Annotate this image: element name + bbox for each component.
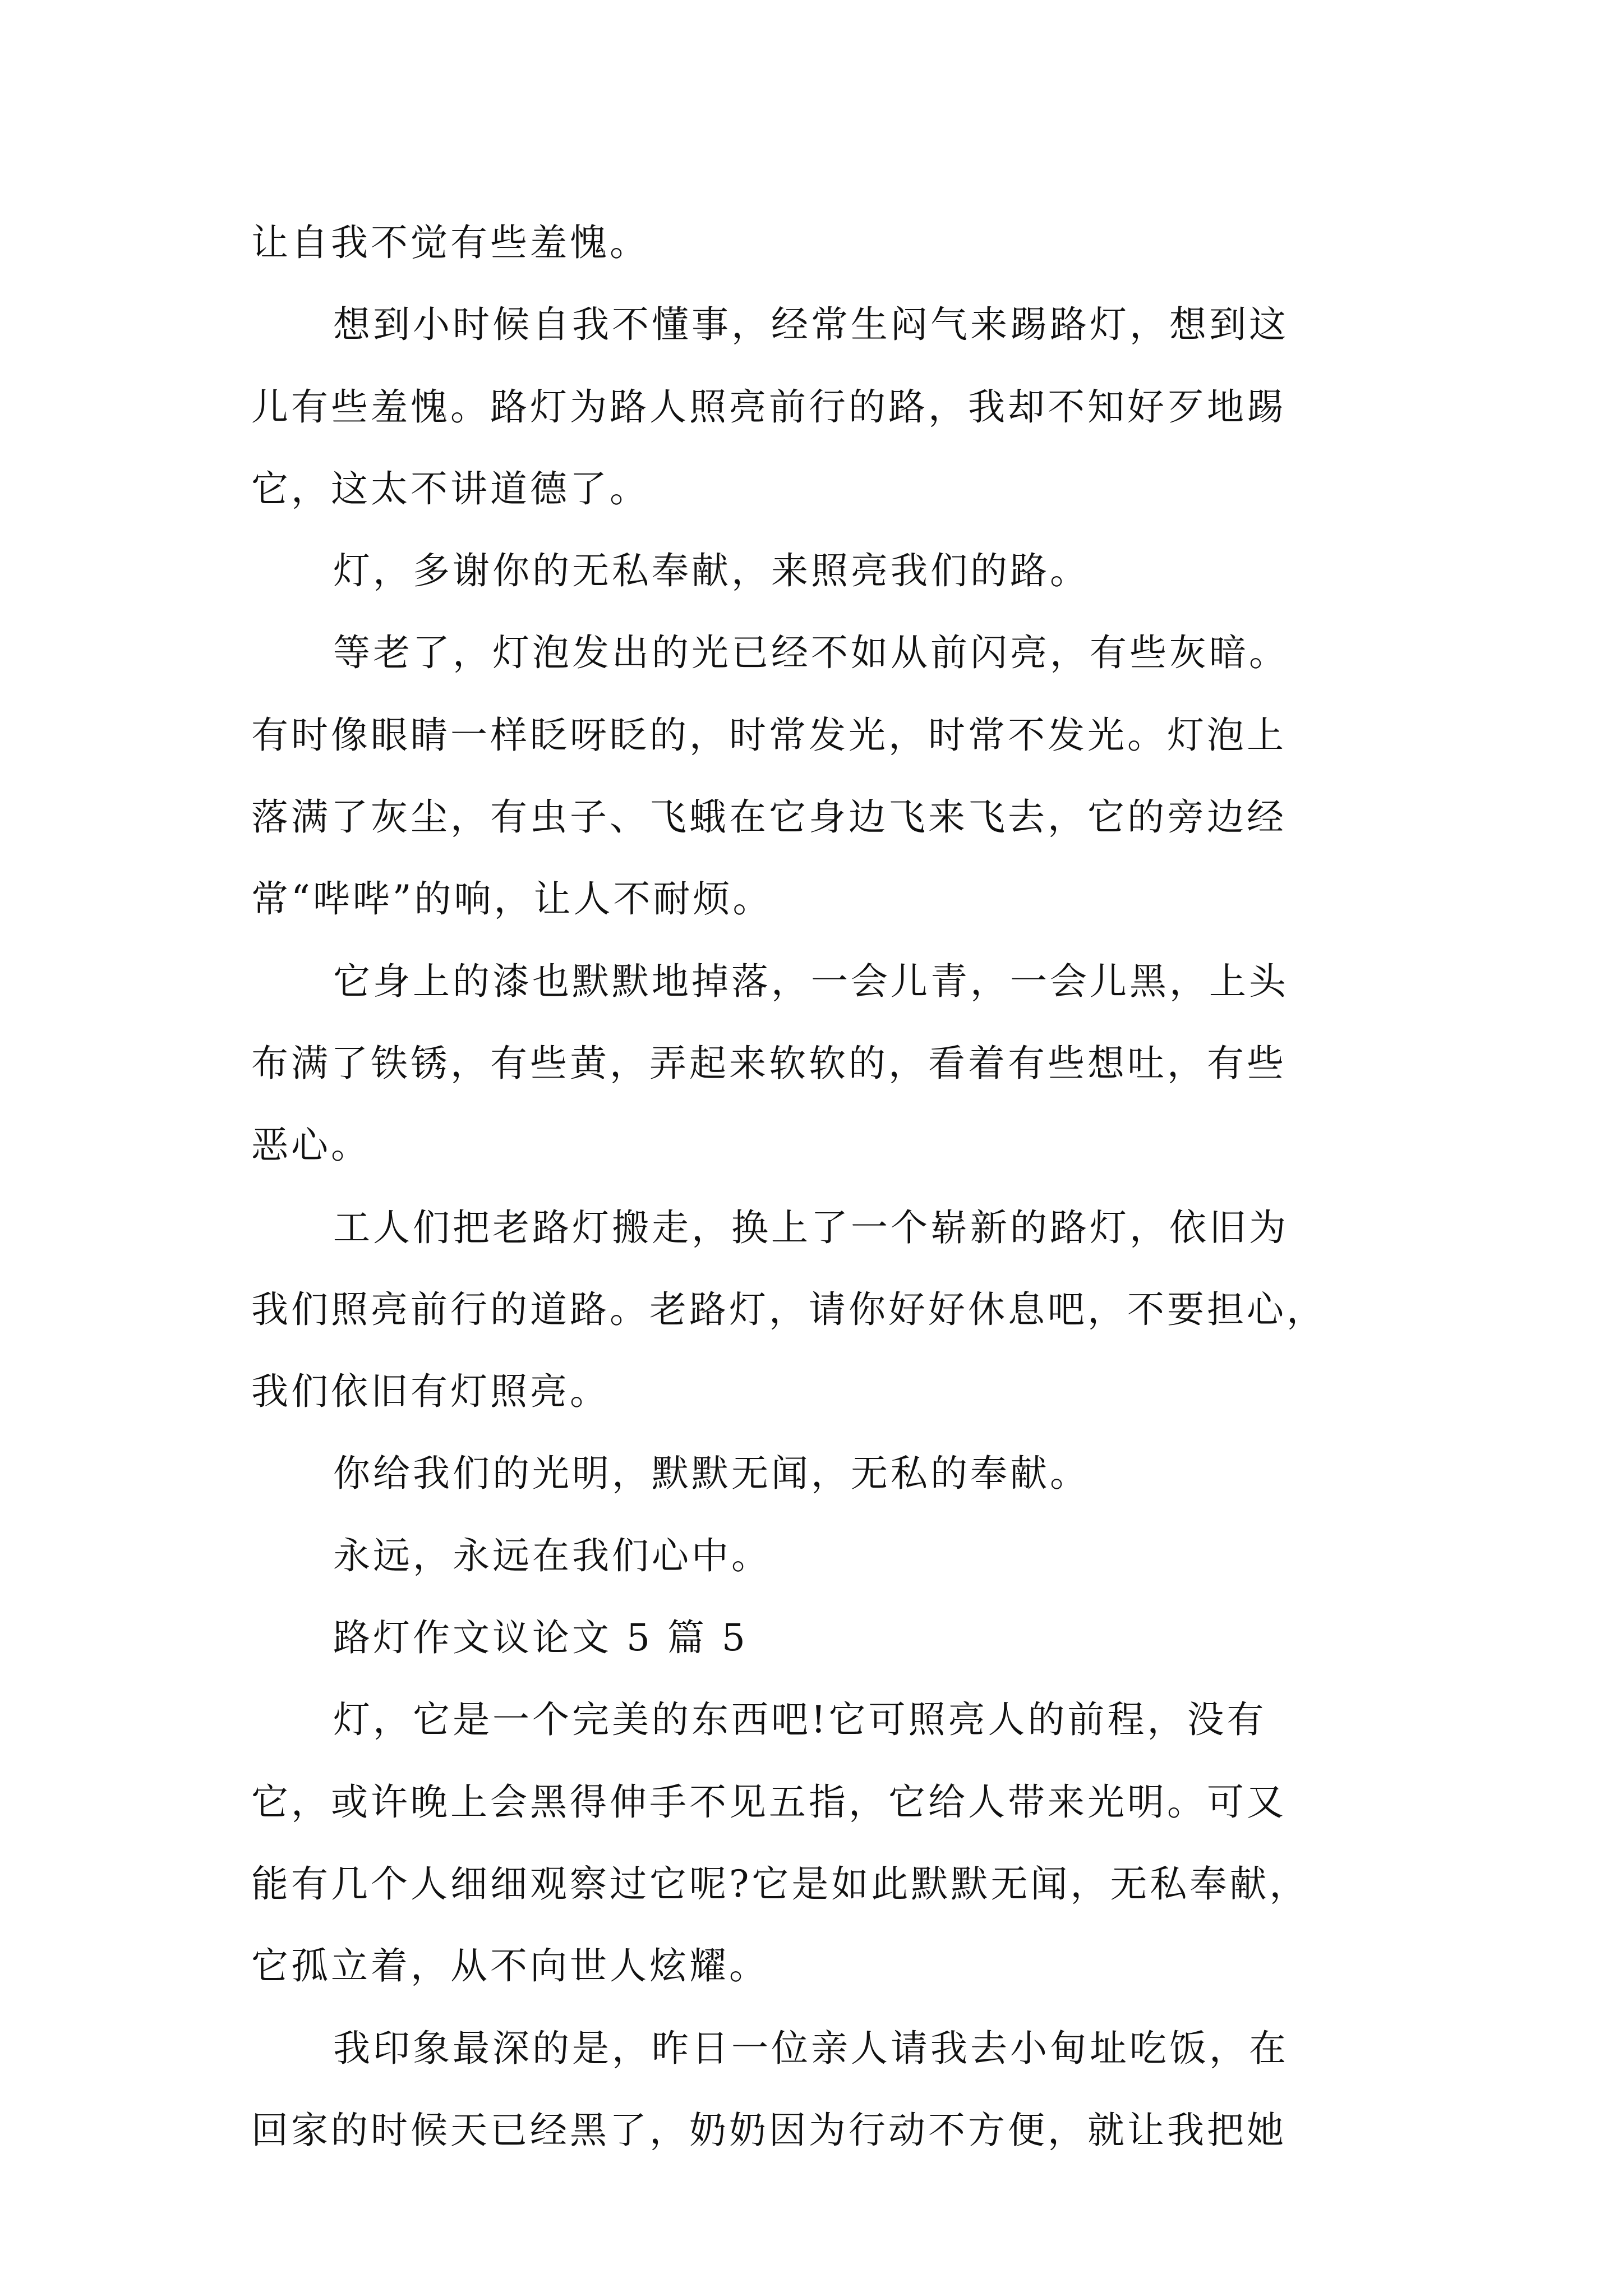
text-line: 等老了，灯泡发出的光已经不如从前闪亮，有些灰暗。 xyxy=(333,631,1289,675)
text-line: 我们依旧有灯照亮。 xyxy=(251,1370,610,1414)
text-line: 想到小时候自我不懂事，经常生闷气来踢路灯，想到这 xyxy=(333,303,1289,347)
text-line: 永远，永远在我们心中。 xyxy=(333,1534,771,1577)
text-line: 灯，多谢你的无私奉献，来照亮我们的路。 xyxy=(333,549,1090,593)
text-line: 工人们把老路灯搬走，换上了一个崭新的路灯，依旧为 xyxy=(333,1205,1289,1249)
body-text xyxy=(251,202,1378,2171)
text-line: 儿有些羞愧。路灯为路人照亮前行的路，我却不知好歹地踢 xyxy=(251,385,1287,429)
text-line: 恶心。 xyxy=(251,1124,371,1167)
text-line: 常“哔哔”的响，让人不耐烦。 xyxy=(251,877,773,921)
text-line: 它身上的漆也默默地掉落，一会儿青，一会儿黑，上头 xyxy=(333,959,1289,1003)
text-line: 让自我不觉有些羞愧。 xyxy=(251,221,649,264)
text-line: 它，这太不讲道德了。 xyxy=(251,467,649,510)
text-line: 我印象最深的是，昨日一位亲人请我去小甸址吃饭，在 xyxy=(333,2026,1289,2070)
text-line: 布满了铁锈，有些黄，弄起来软软的，看着有些想吐，有些 xyxy=(251,1041,1287,1085)
text-line: 你给我们的光明，默默无闻，无私的奉献。 xyxy=(333,1452,1090,1496)
text-line: 回家的时候天已经黑了，奶奶因为行动不方便，就让我把她 xyxy=(251,2108,1287,2152)
text-line: 灯，它是一个完美的东西吧!它可照亮人的前程，没有 xyxy=(333,1698,1267,1742)
section-heading: 路灯作文议论文 5 篇 5 xyxy=(333,1616,748,1660)
text-line: 有时像眼睛一样眨呀眨的，时常发光，时常不发光。灯泡上 xyxy=(251,713,1287,757)
text-line: 我们照亮前行的道路。老路灯，请你好好休息吧，不要担心， xyxy=(251,1287,1326,1331)
text-line: 它，或许晚上会黑得伸手不见五指，它给人带来光明。可又 xyxy=(251,1780,1287,1824)
text-line: 落满了灰尘，有虫子、飞蛾在它身边飞来飞去，它的旁边经 xyxy=(251,795,1287,839)
text-line: 能有几个人细细观察过它呢?它是如此默默无闻，无私奉献， xyxy=(251,1862,1310,1906)
text-line: 它孤立着，从不向世人炫耀。 xyxy=(251,1944,769,1988)
